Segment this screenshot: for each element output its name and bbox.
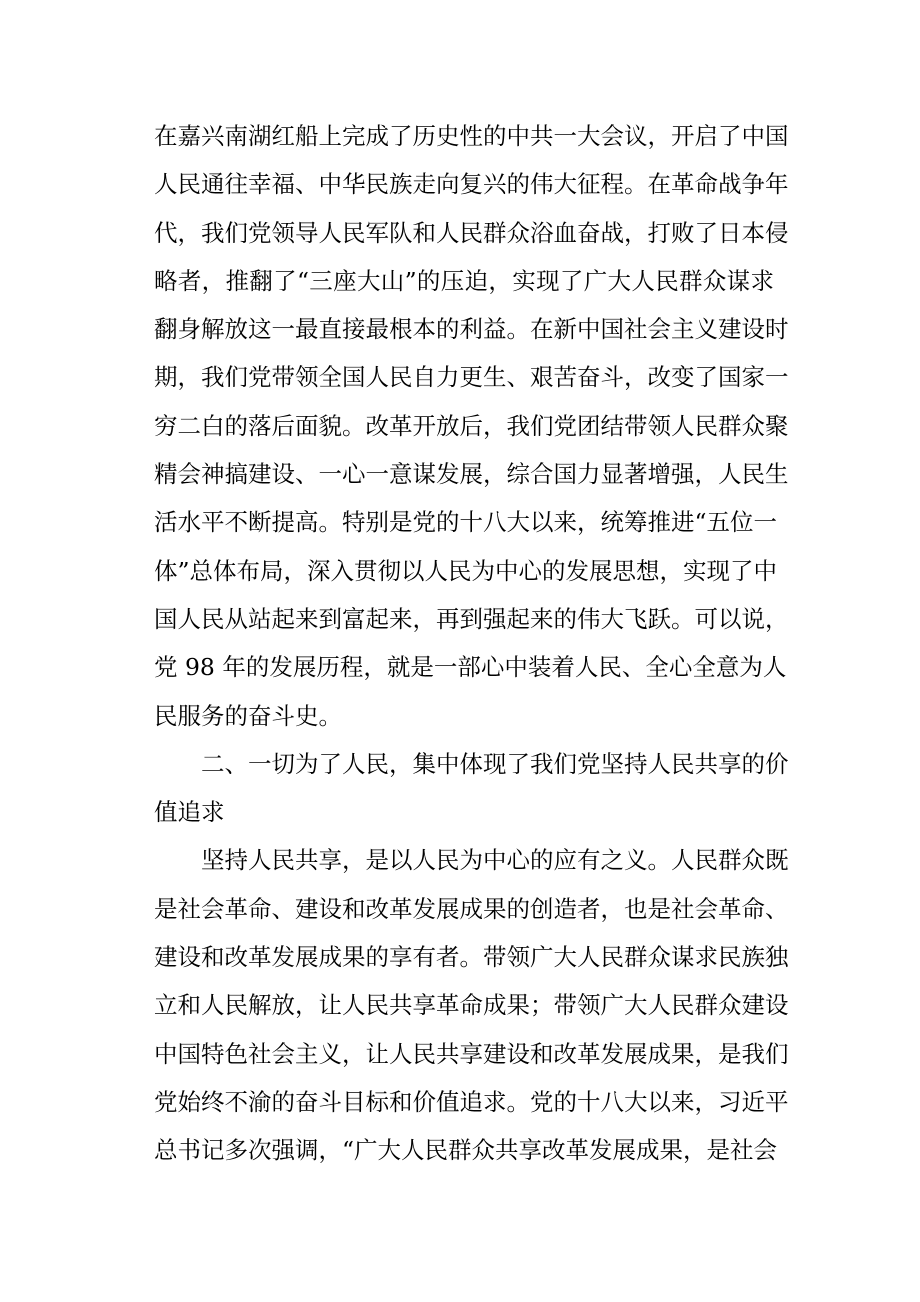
text-line: 人民通往幸福、中华民族走向复兴的伟大征程。在革命战争年 [154,170,789,199]
text-line: 总书记多次强调，“广大人民群众共享改革发展成果，是社会 [154,1136,778,1165]
body-paragraph [154,836,789,1174]
text-line: 期，我们党带领全国人民自力更生、艰苦奋斗，改变了国家一 [154,363,789,392]
text-line: 党 98 年的发展历程，就是一部心中装着人民、全心全意为人 [154,653,787,682]
text-line: 穷二白的落后面貌。改革开放后，我们党团结带领人民群众聚 [154,411,789,440]
text-line: 立和人民解放，让人民共享革命成果；带领广大人民群众建设 [154,991,789,1020]
text-line: 略者，推翻了“三座大山”的压迫，实现了广大人民群众谋求 [154,266,774,295]
text-line: 民服务的奋斗史。 [154,701,342,730]
document-body [154,112,789,1175]
section-heading [154,740,789,837]
text-line: 建设和改革发展成果的享有者。带领广大人民群众谋求民族独 [154,943,789,972]
text-line: 在嘉兴南湖红船上完成了历史性的中共一大会议，开启了中国 [154,122,789,150]
text-line: 翻身解放这一最直接最根本的利益。在新中国社会主义建设时 [154,315,789,344]
text-line: 精会神搞建设、一心一意谋发展，综合国力显著增强，人民生 [154,460,789,489]
text-line: 中国特色社会主义，让人民共享建设和改革发展成果，是我们 [154,1039,789,1068]
text-line: 国人民从站起来到富起来，再到强起来的伟大飞跃。可以说， [154,604,789,633]
text-line: 体”总体布局，深入贯彻以人民为中心的发展思想，实现了中 [154,556,778,585]
text-line: 是社会革命、建设和改革发展成果的创造者，也是社会革命、 [154,894,789,923]
body-paragraph [154,112,789,740]
heading-line: 值追求 [154,798,225,827]
heading-line: 二、一切为了人民，集中体现了我们党坚持人民共享的价 [201,749,789,778]
text-line: 党始终不渝的奋斗目标和价值追求。党的十八大以来，习近平 [154,1087,789,1116]
text-line: 坚持人民共享，是以人民为中心的应有之义。人民群众既 [201,846,789,875]
text-line: 活水平不断提高。特别是党的十八大以来，统筹推进“五位一 [154,508,778,537]
text-line: 代，我们党领导人民军队和人民群众浴血奋战，打败了日本侵 [154,218,789,247]
